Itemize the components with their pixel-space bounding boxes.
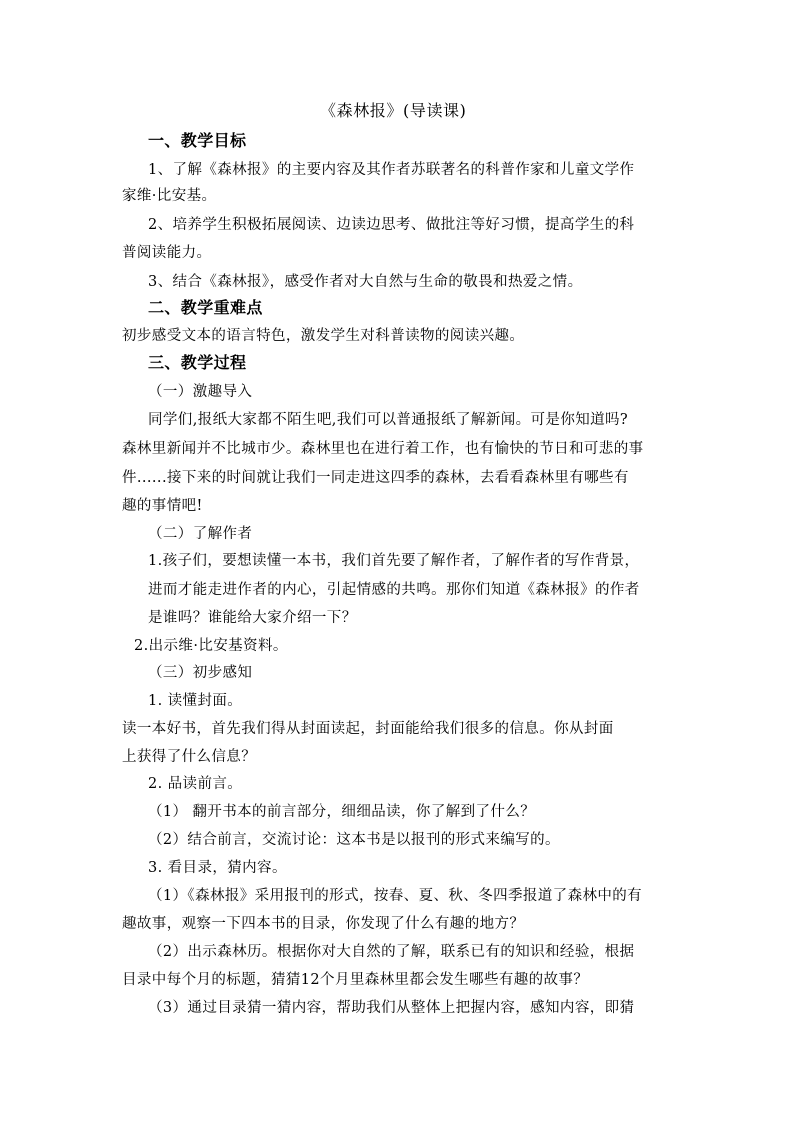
paragraph-line: （2）结合前言，交流讨论：这本书是以报刊的形式来编写的。 bbox=[148, 832, 560, 848]
paragraph-line: 件......接下来的时间就让我们一同走进这四季的森林，去看看森林里有哪些有 bbox=[122, 470, 629, 486]
paragraph-line: 3、结合《森林报》，感受作者对大自然与生命的敬畏和热爱之情。 bbox=[148, 274, 583, 290]
list-item: 1. 读懂封面。 bbox=[148, 693, 243, 709]
paragraph-line: 趣故事，观察一下四本书的目录，你发现了什么有趣的地方？ bbox=[122, 916, 525, 932]
paragraph-line: 目录中每个月的标题，猜猜12个月里森林里都会发生哪些有趣的故事？ bbox=[122, 972, 589, 988]
paragraph-line: 2、培养学生积极拓展阅读、边读边思考、做批注等好习惯，提高学生的科 bbox=[148, 217, 635, 233]
paragraph-line: （3）通过目录猜一猜内容，帮助我们从整体上把握内容，感知内容，即猜 bbox=[148, 1000, 635, 1016]
section-heading-objectives: 一、教学目标 bbox=[148, 131, 247, 150]
subsection-title: （三）初步感知 bbox=[148, 665, 253, 681]
paragraph-line: 读一本好书，首先我们得从封面读起，封面能给我们很多的信息。你从封面 bbox=[122, 721, 614, 737]
paragraph-line: 普阅读能力。 bbox=[122, 245, 212, 261]
paragraph-line: 是谁吗？谁能给大家介绍一下？ bbox=[148, 610, 357, 626]
list-item: 2. 品读前言。 bbox=[148, 776, 243, 792]
paragraph-line: （1） 翻开书本的前言部分，细细品读，你了解到了什么？ bbox=[148, 804, 536, 820]
paragraph-line: 家维·比安基。 bbox=[122, 188, 217, 204]
subsection-title: （一）激趣导入 bbox=[148, 384, 253, 400]
paragraph-line: 1、了解《森林报》的主要内容及其作者苏联著名的科普作家和儿童文学作 bbox=[148, 162, 635, 178]
paragraph-line: 上获得了什么信息？ bbox=[122, 749, 257, 765]
paragraph-line: （1）《森林报》采用报刊的形式，按春、夏、秋、冬四季报道了森林中的有 bbox=[148, 888, 643, 904]
paragraph-line: 同学们,报纸大家都不陌生吧,我们可以普通报纸了解新闻。可是你知道吗? bbox=[148, 412, 629, 428]
paragraph-line: 趣的事情吧! bbox=[122, 498, 203, 514]
section-heading-process: 三、教学过程 bbox=[148, 353, 247, 372]
subsection-title: （二）了解作者 bbox=[148, 526, 253, 542]
paragraph-line: 2.出示维·比安基资料。 bbox=[134, 638, 288, 654]
paragraph-line: （2）出示森林历。根据你对大自然的了解，联系已有的知识和经验，根据 bbox=[148, 944, 635, 960]
list-item: 3. 看目录，猜内容。 bbox=[148, 860, 287, 876]
page-title: 《森林报》(导读课) bbox=[320, 101, 467, 120]
paragraph-line: 森林里新闻并不比城市少。森林里也在进行着工作，也有愉快的节日和可悲的事 bbox=[122, 441, 644, 457]
paragraph-line: 进而才能走进作者的内心，引起情感的共鸣。那你们知道《森林报》的作者 bbox=[148, 582, 640, 598]
paragraph-line: 1.孩子们，要想读懂一本书，我们首先要了解作者，了解作者的写作背景， bbox=[148, 553, 640, 569]
section-heading-key-points: 二、教学重难点 bbox=[148, 298, 263, 317]
paragraph-line: 初步感受文本的语言特色，激发学生对科普读物的阅读兴趣。 bbox=[122, 328, 525, 344]
